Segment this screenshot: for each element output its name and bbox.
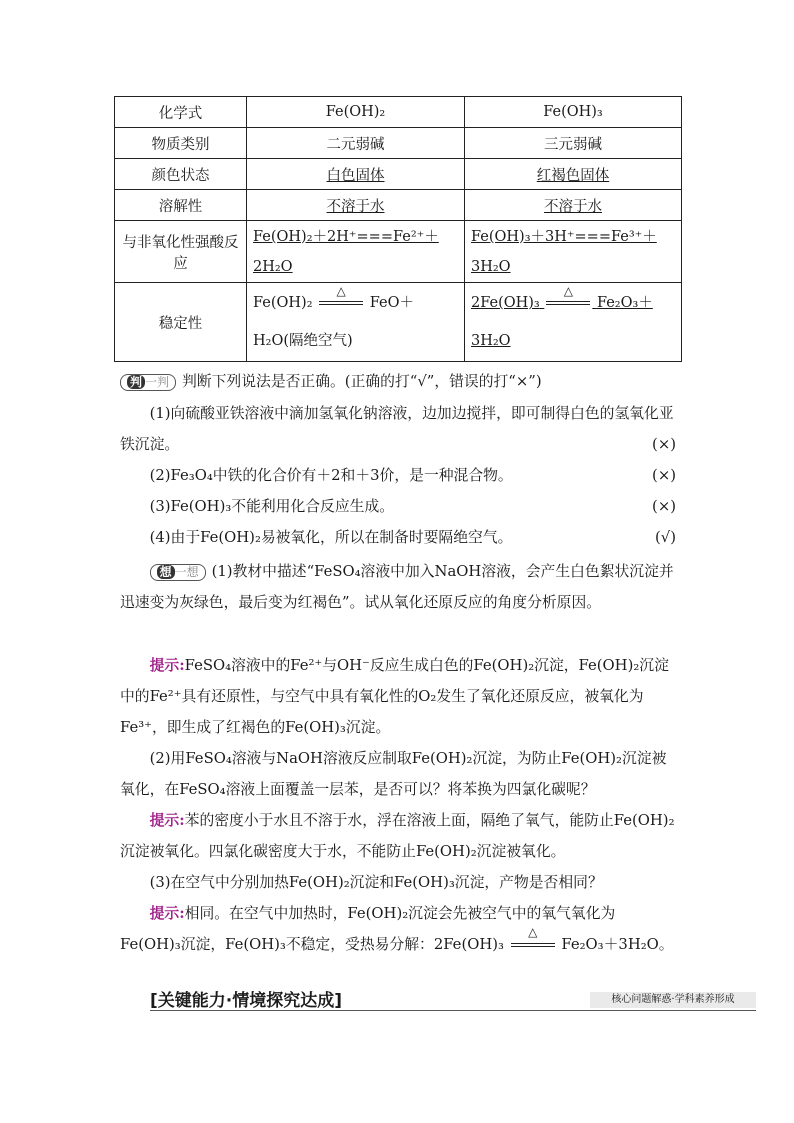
row-label: 与非氧化性强酸反应	[115, 221, 247, 283]
judge-intro-text: 判断下列说法是否正确。(正确的打“√”，错误的打“×”)	[182, 373, 542, 390]
judge-intro	[120, 366, 676, 397]
heat-icon: △	[563, 284, 573, 298]
table-cell: Fe(OH)₂＋2H⁺===Fe²⁺＋2H₂O	[247, 221, 465, 283]
heat-sign	[544, 284, 592, 322]
section-subtitle: 核心问题解惑·学科素养形成	[590, 992, 756, 1008]
judge-tag: 判 一判	[120, 374, 176, 391]
table-cell	[465, 283, 682, 362]
heat-icon: △	[336, 284, 346, 298]
judge-item: (3)Fe(OH)₃不能利用化合反应生成。 (×)	[149, 498, 676, 515]
judge-mark: (×)	[652, 436, 676, 453]
table-cell: 不溶于水	[465, 190, 682, 221]
formula-part: Fe(OH)₂	[253, 295, 313, 311]
formula-part: FeO＋H₂O(隔绝空气)	[253, 295, 414, 349]
table-cell	[247, 283, 465, 362]
formula-part: Fe₂O₃＋3H₂O	[471, 295, 653, 349]
row-label: 稳定性	[115, 283, 247, 362]
think-answer: 提示:相同。在空气中加热时，Fe(OH)₂沉淀会先被空气中的氧气氧化为Fe(OH)₃沉淀，Fe(OH)₃不稳定，受热易分解：2Fe(OH)₃ △ Fe₂O₃＋3H₂O。	[120, 898, 676, 960]
row-label: 物质类别	[115, 128, 247, 159]
think-question: (2)用FeSO₄溶液与NaOH溶液反应制取Fe(OH)₂沉淀，为防止Fe(OH)₂沉淀被氧化，在FeSO₄溶液上面覆盖一层苯，是否可以？将苯换为四氯化碳呢？	[120, 750, 667, 798]
header-cell: 化学式	[115, 97, 247, 128]
table-cell: 不溶于水	[247, 190, 465, 221]
think-question: (3)在空气中分别加热Fe(OH)₂沉淀和Fe(OH)₃沉淀，产物是否相同？	[149, 874, 603, 891]
formula-part: 2Fe(OH)₃	[471, 295, 540, 311]
table-cell: 白色固体	[247, 159, 465, 190]
comparison-table	[114, 96, 682, 362]
table-cell: 二元弱碱	[247, 128, 465, 159]
divider	[150, 1010, 756, 1011]
judge-item: (2)Fe₃O₄中铁的化合价有＋2和＋3价，是一种混合物。 (×)	[149, 467, 676, 484]
think-question: 想 一想 (1)教材中描述“FeSO₄溶液中加入NaOH溶液，会产生白色絮状沉淀并迅速变为灰绿色，最后变为红褐色”。试从氧化还原反应的角度分析原因。	[120, 563, 674, 611]
header-cell: Fe(OH)₂	[247, 97, 465, 128]
table-cell: 三元弱碱	[465, 128, 682, 159]
table-cell: 红褐色固体	[465, 159, 682, 190]
table-cell: Fe(OH)₃＋3H⁺===Fe³⁺＋3H₂O	[465, 221, 682, 283]
think-tag: 想 一想	[150, 564, 206, 581]
judge-item: (4)由于Fe(OH)₂易被氧化，所以在制备时要隔绝空气。 (√)	[149, 529, 676, 546]
header-cell: Fe(OH)₃	[465, 97, 682, 128]
section-title: [关键能力·情境探究达成]	[150, 991, 342, 1011]
heat-icon: △	[528, 925, 538, 939]
think-answer: 提示:苯的密度小于水且不溶于水，浮在溶液上面，隔绝了氧气，能防止Fe(OH)₂沉淀被氧化。四氯化碳密度大于水，不能防止Fe(OH)₂沉淀被氧化。	[120, 812, 675, 860]
think-answer: 提示:FeSO₄溶液中的Fe²⁺与OH⁻反应生成白色的Fe(OH)₂沉淀，Fe(OH)₂沉淀中的Fe²⁺具有还原性，与空气中具有氧化性的O₂发生了氧化还原反应，被氧化为Fe³⁺，即生成了红褐色的Fe(OH)₃沉淀。	[120, 657, 669, 736]
row-label: 颜色状态	[115, 159, 247, 190]
row-label: 溶解性	[115, 190, 247, 221]
judge-item: (1)向硫酸亚铁溶液中滴加氢氧化钠溶液，边加边搅拌，即可制得白色的氢氧化亚铁沉淀。	[120, 405, 674, 453]
heat-sign	[317, 284, 365, 322]
heat-sign	[509, 925, 557, 960]
